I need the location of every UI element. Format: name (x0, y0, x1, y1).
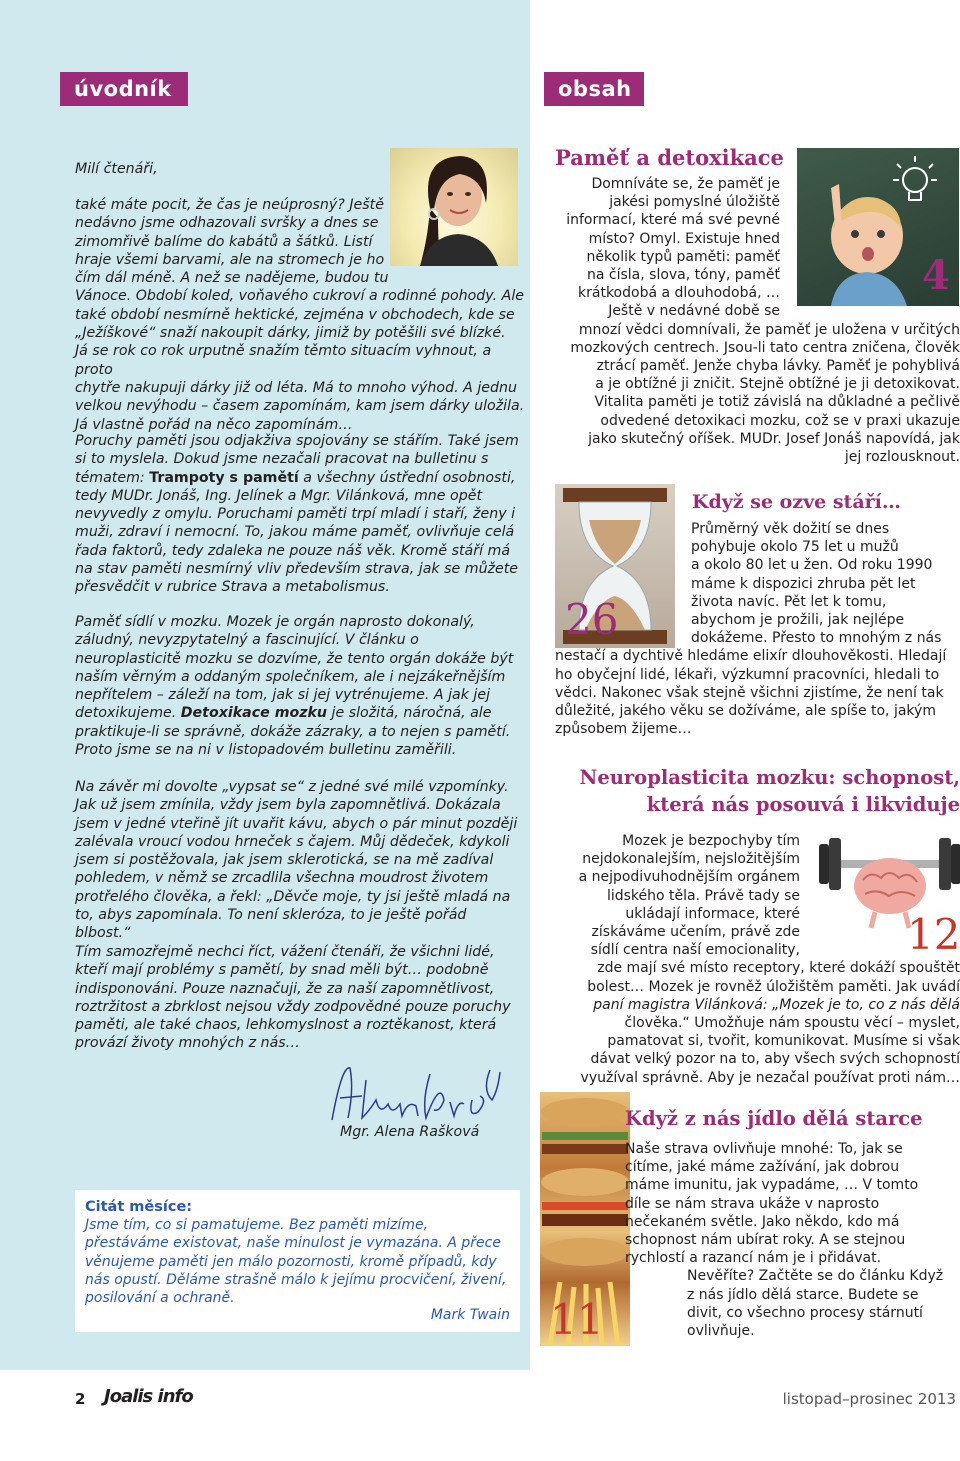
quote-author: Mark Twain (430, 1307, 510, 1323)
article-line: způsobem žijeme… (555, 721, 692, 738)
article-line: ukládají informace, které (625, 905, 800, 922)
article-title-line: Neuroplasticita mozku: schopnost, (579, 766, 960, 789)
article-line: mnozí vědci domnívali, že paměť je uložena v určitých (578, 321, 960, 338)
article-text-memory-detox (540, 175, 960, 466)
editorial-line: velkou nevýhodu – časem zapomínám, kam jsem dárky uložila. (75, 398, 525, 415)
article-title-memory-detox[interactable]: Paměť a detoxikace (555, 145, 784, 170)
article-line: místo? Omyl. Existuje hned (588, 230, 780, 247)
article-line: abychom je prožili, jak nejlépe (691, 612, 905, 629)
article-line: informací, které má své pevné (566, 212, 780, 229)
article-line: sídlí centra naší emocionality, (590, 942, 800, 959)
quote-text: Jsme tím, co si pamatujeme. Bez paměti mizíme, přestáváme existovat, naše minulost je vymazána. A přece věnujeme paměti jen málo pozornosti, kromě případů, kdy nás opustí. Děláme strašně málo k jejímu procvičení, živení, posilování a ochraně. (85, 1217, 507, 1307)
article-line: ztrácí paměť. Jenže chyba lávky. Paměť je pohyblivá (596, 358, 960, 375)
article-text-neuroplasticity (540, 832, 960, 1087)
page-number-article-2: 26 (565, 595, 619, 644)
article-line: jakési pomyslné úložiště (609, 194, 780, 211)
article-line: máme k dispozici zhruba pět let (691, 575, 916, 592)
article-line: nejdokonalejším, nejsložitějším (582, 851, 800, 868)
article-title-old-age[interactable]: Když se ozve stáří… (692, 491, 901, 513)
article-line: ovlivňuje. (687, 1323, 755, 1340)
signature-name: Mgr. Alena Rašková (340, 1124, 480, 1140)
article-line: z nás jídlo dělá starce. Budete se (687, 1286, 919, 1303)
editorial-line: chytře nakupuji dárky již od léta. Má to mnoho výhod. A jednu (75, 379, 517, 396)
article-line: cítíme, jaké máme zažívání, jak dobrou (625, 1159, 900, 1176)
editorial-text: a všechny ústřední osobnosti, tedy MUDr. Jonáš, Ing. Jelínek a Mgr. Vilánková, mne opět nevyvedly z omylu. Poruchami paměti trpí mladí i staří, ženy i muži, zdraví i nemocní. To, jakou máme paměť, ovlivňuje celá řada faktorů, tedy zdaleka ne pouze náš věk. Kromě stáří má na stav paměti nesmírný vliv především strava, jak se můžete přesvědčit v rubrice Strava a metabolismus. (75, 469, 519, 596)
editorial-paragraph-2 (75, 432, 523, 597)
article-line: divit, co všechno procesy stárnutí (687, 1304, 923, 1321)
article-line: Vitalita paměti je totiž závislá na důkladné a pečlivě (594, 394, 960, 411)
quote-title: Citát měsíce: (85, 1199, 193, 1215)
editorial-line: Já se rok co rok urputně snažím těmto situacím vyhnout, a proto (75, 343, 492, 378)
editorial-text: Poruchy paměti jsou odjakživa spojovány se stářím. Také jsem si to myslela. Dokud jsme nezačali pracovat na bulletinu s tématem: (75, 433, 519, 486)
handwritten-signature (322, 1060, 512, 1130)
editorial-line: také období nesmírně hektické, zejména v obchodech, kde se (75, 306, 515, 323)
article-line: člověka.“ Umožňuje nám spoustu věcí – myslet, (624, 1015, 960, 1032)
article-line: na čísla, slova, tóny, paměť (587, 267, 780, 284)
article-text-old-age (555, 520, 960, 738)
article-line: dokážeme. Přesto to mnohým z nás (691, 630, 942, 647)
article-line: důležité, jakého věku se dožíváme, ale spíše to, jakým (555, 703, 936, 720)
footer-issue-date: listopad–prosinec 2013 (782, 1390, 956, 1408)
page-number-article-1: 4 (922, 252, 950, 299)
article-line: pohybuje okolo 75 let u mužů (691, 539, 899, 556)
editorial-bold-text: Trampoty s pamětí (149, 469, 299, 486)
article-line: nestačí a dychtivě hledáme elixír dlouhověkosti. Hledají (555, 648, 947, 665)
article-line: díle se nám strava ukáže v naprosto (625, 1195, 880, 1212)
editorial-line: „Ježíškové“ snaží nakoupit dárky, jimiž by potěšili své blízké. (75, 325, 506, 342)
editorial-line: Já vlastně pořád na něco zapomínám… (75, 416, 353, 433)
article-line: krátkodobá a dlouhodobá, … (578, 285, 780, 302)
article-line: máme imunitu, jak vypadáme, … V tomto (625, 1177, 919, 1194)
article-line: odvedené detoxikaci mozku, což se v praxi ukazuje (600, 412, 960, 429)
article-line: mozkových centrech. Jsou-li tato centra zničena, člověk (570, 339, 960, 356)
editorial-paragraph-4: Na závěr mi dovolte „vypsat se“ z jedné své milé vzpomínky. Jak už jsem zmínila, vždy jsem byla zapomnětlivá. Dokázala jsem v jedné vteřině jít uvařit kávu, abych o pár minut později zalévala vroucí vodou hrneček s čajem. Můj dědeček, kdykoli jsem si postěžovala, jak jsem sklerotická, se na mě zadíval pohledem, v němž se zrcadlila všechna moudrost životem protřelého člověka, a řekl: „Děvče moje, ty jsi ještě mladá na to, abys zapomínala. To není skleróza, to je ještě pořád blbost.“ (75, 779, 518, 942)
editorial-line: Vánoce. Období koled, voňavého cukroví a rodinné pohody. Ale (75, 288, 524, 305)
article-line: nečekaném světle. Jako někdo, kdo má (625, 1213, 900, 1230)
editorial-text: Paměť sídlí v mozku. Mozek je orgán naprosto dokonalý, záludný, nevyzpytatelný a fascinující. V článku o neuroplasticitě mozku se dozvíme, že tento orgán dokáže být naším věrným a oddaným společníkem, ale i nejzákeřnějším nepřítelem – záleží na tom, jak si jej vytrénujeme. A jak jej detoxikujeme. (75, 614, 514, 722)
article-line: vědci. Nakonec však stejně všichni zjistíme, že není tak (555, 684, 944, 701)
article-line: Nevěříte? Začtěte se do článku Když (687, 1268, 944, 1285)
article-line: Ještě v nedávné době se (608, 303, 780, 320)
article-line: získáváme učením, právě zde (591, 924, 800, 941)
article-line: několik typů paměti: paměť (586, 248, 780, 265)
article-line: dávat velký pozor na to, aby všech svých schopností (590, 1051, 960, 1068)
article-text-food-aging (625, 1140, 955, 1340)
article-line: lidského těla. Právě tady se (606, 887, 800, 904)
article-line: jako skutečný oříšek. MUDr. Josef Jonáš napovídá, jak (588, 430, 960, 447)
article-line: Naše strava ovlivňuje mnohé: To, jak se (625, 1141, 903, 1157)
editorial-greeting: Milí čtenáři, (75, 161, 158, 177)
article-line: rychlostí a razancí nám je i přidávat. (625, 1250, 882, 1267)
editorial-paragraph-3 (75, 613, 523, 759)
editorial-line: nedávno jsme odhazovali svršky a dnes se (75, 215, 379, 232)
article-line: ho obyčejní lidé, lékaři, výzkumní pracovníci, hledali to (555, 666, 940, 683)
article-line: života navíc. Pět let k tomu, (691, 593, 887, 610)
article-title-line: která nás posouvá i likviduje (646, 793, 960, 816)
page-number-article-3: 12 (907, 910, 960, 959)
article-line: a je obtížné ji zničit. Stejně obtížné je ji detoxikovat. (595, 376, 960, 393)
article-line: schopnost nám ubírat roky. A se stejnou (625, 1232, 906, 1249)
footer-page-number: 2 (75, 1390, 86, 1408)
section-tag-contents: obsah (544, 72, 644, 106)
article-title-neuroplasticity[interactable] (540, 764, 960, 818)
article-line: využíval správně. Aby je nezačal používat proti nám… (580, 1069, 960, 1086)
section-tag-editorial: úvodník (60, 72, 188, 106)
footer-brand-logo: Joalis info (104, 1386, 193, 1407)
article-line: zde mají své místo receptory, které dokáží spouštět (597, 960, 960, 977)
article-line: bolest… Mozek je rovněž úložištěm paměti. Jak uvádí (587, 978, 960, 995)
article-line: a nejpodivuhodnějším orgánem (578, 869, 800, 886)
article-line: pamatovat si, tvořit, komunikovat. Musíme si však (607, 1033, 960, 1050)
article-line: jej rozlousknout. (844, 449, 960, 466)
article-title-food-aging[interactable]: Když z nás jídlo dělá starce (625, 1107, 923, 1130)
quote-of-month-box (75, 1190, 520, 1332)
editorial-line: hraje všemi barvami, ale na stromech je ho (75, 251, 385, 268)
article-line: a okolo 80 let u žen. Od roku 1990 (691, 557, 933, 574)
editorial-line: čím dál méně. A než se nadějeme, budou tu (75, 270, 389, 287)
page-number-article-4: 11 (550, 1295, 604, 1344)
editorial-paragraph-5: Tím samozřejmě nechci říct, vážení čtenáři, že všichni lidé, kteří mají problémy s pamětí, by snad měli být… podobně indisponováni. Pouze naznačuji, že za naší zapomnětlivost, roztržitost a zbrklost nejsou vždy zodpovědné pouze poruchy paměti, ale také chaos, lehkomyslnost a roztěkanost, která provází životy mnohých z nás… (75, 944, 511, 1052)
editorial-text: je složitá, náročná, ale praktikuje-li se správně, dokáže zázraky, a to nejen s pamětí. Proto jsme se na ni v listopadovém bulletinu zaměřili. (75, 705, 511, 759)
editorial-paragraph-1 (75, 196, 525, 434)
article-line: Domníváte se, že paměť je (591, 176, 780, 192)
article-line: Průměrný věk dožití se dnes (691, 521, 890, 537)
article-line: Mozek je bezpochyby tím (622, 833, 800, 849)
editorial-line: také máte pocit, že čas je neúprosný? Ještě (75, 197, 384, 213)
editorial-line: zimomřivě balíme do kabátů a šátků. Listí (75, 233, 373, 250)
article-line: paní magistra Vilánková: „Mozek je to, co z nás dělá (593, 996, 960, 1013)
editorial-bold-text: Detoxikace mozku (180, 705, 328, 722)
